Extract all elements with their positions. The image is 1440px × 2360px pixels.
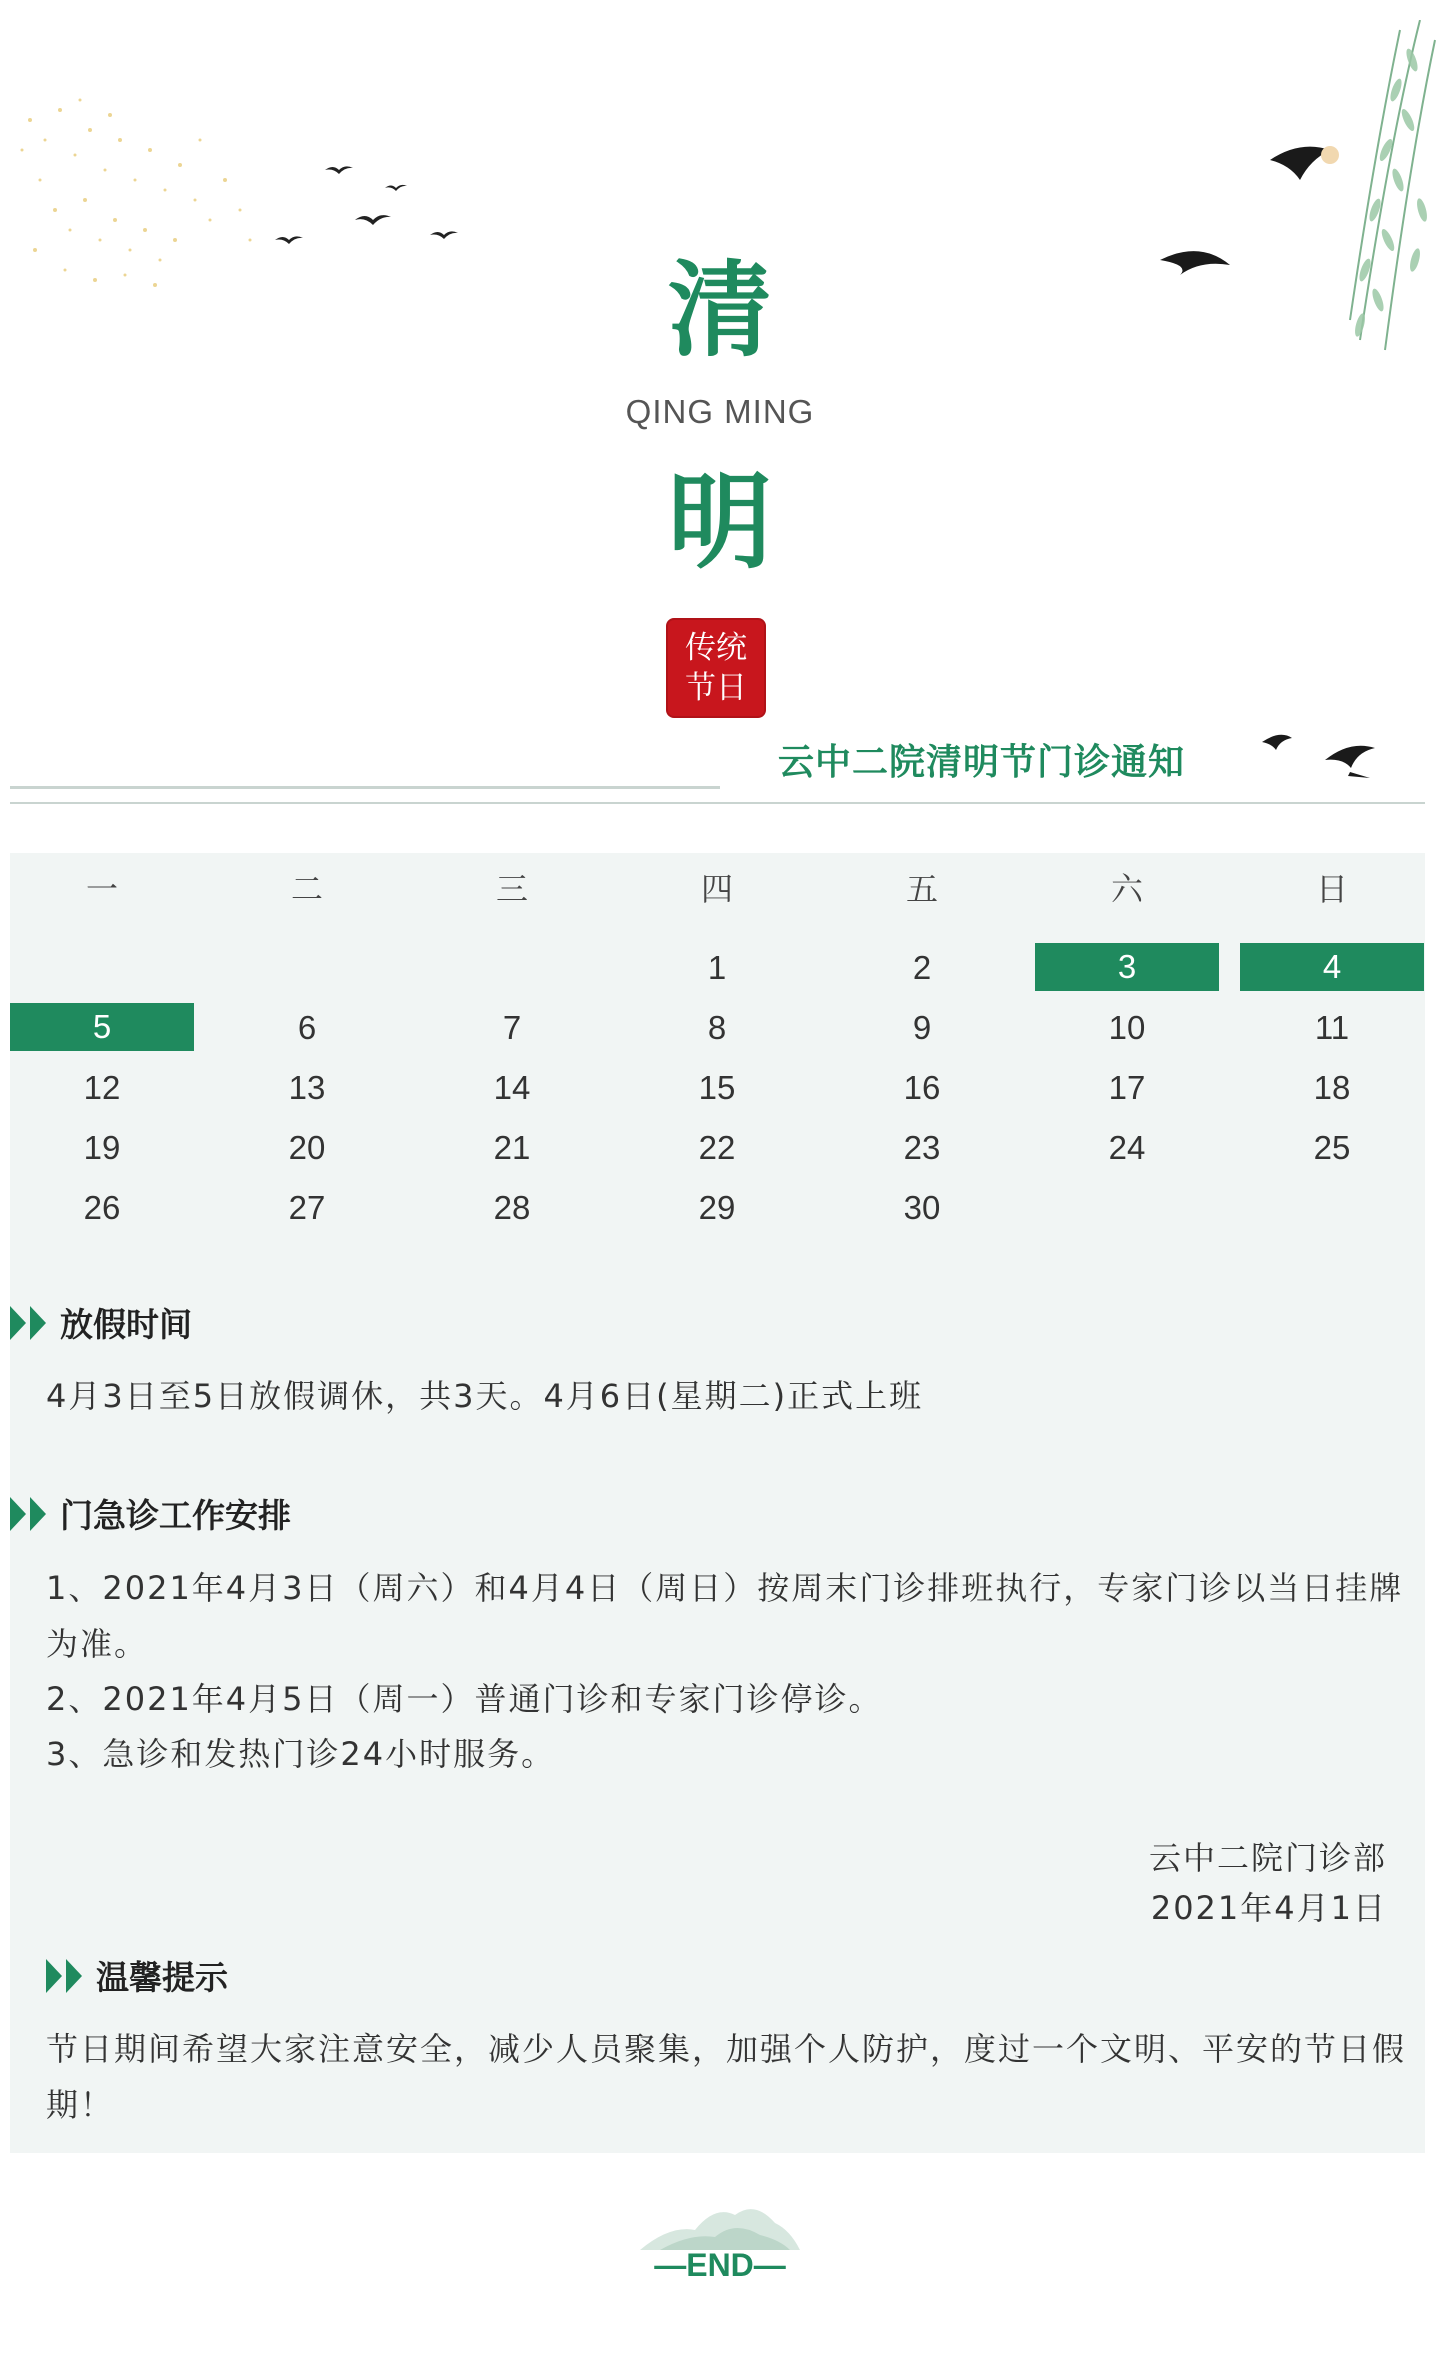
calendar-day: 24 [1108,1129,1146,1166]
calendar-day: 22 [698,1129,736,1166]
calendar-day: 14 [493,1069,531,1106]
calendar-day: 13 [288,1069,326,1106]
calendar-weekday-header: 四 [700,870,733,908]
calendar-day: 11 [1314,1009,1350,1046]
calendar-day: 16 [903,1069,941,1106]
calendar-day: 6 [297,1009,317,1046]
section-heading-holiday [10,1299,192,1346]
calendar-day: 1 [707,949,727,986]
signature-date: 2021年4月1日 [1150,1889,1387,1927]
section-heading-tips [46,1952,228,1999]
calendar-day-holiday: 5 [10,1003,194,1051]
calendar-day: 15 [698,1069,736,1106]
calendar-day: 7 [502,1009,522,1046]
schedule-item-2: 2、2021年4月5日（周一）普通门诊和专家门诊停诊。 [46,1680,883,1718]
section-title: 温馨提示 [96,1958,228,1997]
signature-department: 云中二院门诊部 [1148,1839,1387,1877]
title-char-ming: 明 [667,461,772,583]
calendar-day: 23 [903,1129,941,1166]
calendar-day: 26 [83,1189,121,1226]
divider-line [10,786,720,789]
section-title: 门急诊工作安排 [60,1496,291,1535]
calendar-weekday-header: 二 [290,870,323,908]
calendar-day: 10 [1108,1009,1146,1046]
calendar-weekday-header: 一 [85,870,118,908]
divider-line [10,802,1425,804]
calendar-day: 28 [493,1189,531,1226]
title-char-qing: 清 [667,249,772,371]
swallow-icon [1250,718,1400,788]
mountain-decoration [640,2195,800,2250]
holiday-text: 4月3日至5日放假调休，共3天。4月6日(星期二)正式上班 [46,1377,924,1415]
end-label: —END— [654,2247,786,2283]
double-arrow-icon [46,1959,86,1993]
schedule-item-3: 3、急诊和发热门诊24小时服务。 [46,1735,556,1773]
double-arrow-icon [10,1306,50,1340]
calendar-day: 2 [912,949,932,986]
calendar-day-holiday: 4 [1240,943,1424,991]
calendar-day-holiday: 3 [1035,943,1219,991]
calendar-day: 9 [912,1009,932,1046]
calendar-day: 30 [903,1189,941,1226]
calendar-day: 25 [1313,1129,1351,1166]
calendar-day: 27 [288,1189,326,1226]
calendar-day: 19 [83,1129,121,1166]
tips-text: 节日期间希望大家注意安全，减少人员聚集，加强个人防护，度过一个文明、平安的节日假期！ [46,2030,1407,2124]
calendar-weekday-header: 六 [1110,870,1143,908]
calendar-weekday-header: 五 [905,870,938,908]
flying-birds-icon [255,150,475,260]
calendar-day: 8 [707,1009,727,1046]
seal-line-2: 节日 [685,670,747,706]
seal-line-1: 传统 [685,630,747,666]
section-title: 放假时间 [60,1305,192,1344]
calendar-weekday-header: 日 [1315,870,1348,908]
calendar-day: 17 [1108,1069,1146,1106]
calendar-day: 18 [1313,1069,1351,1106]
calendar-weekday-header: 三 [495,870,528,908]
calendar-day: 21 [493,1129,531,1166]
section-heading-schedule [10,1490,291,1537]
calendar-day: 20 [288,1129,326,1166]
calendar-day: 29 [698,1189,736,1226]
double-arrow-icon [10,1497,50,1531]
notice-title: 云中二院清明节门诊通知 [778,742,1186,783]
schedule-item-1: 1、2021年4月3日（周六）和4月4日（周日）按周末门诊排班执行，专家门诊以当日挂牌为准。 [46,1569,1404,1663]
traditional-festival-seal [668,620,764,716]
content-panel [10,853,1425,2153]
calendar-day: 12 [83,1069,121,1106]
title-pinyin: QING MING [625,393,815,430]
